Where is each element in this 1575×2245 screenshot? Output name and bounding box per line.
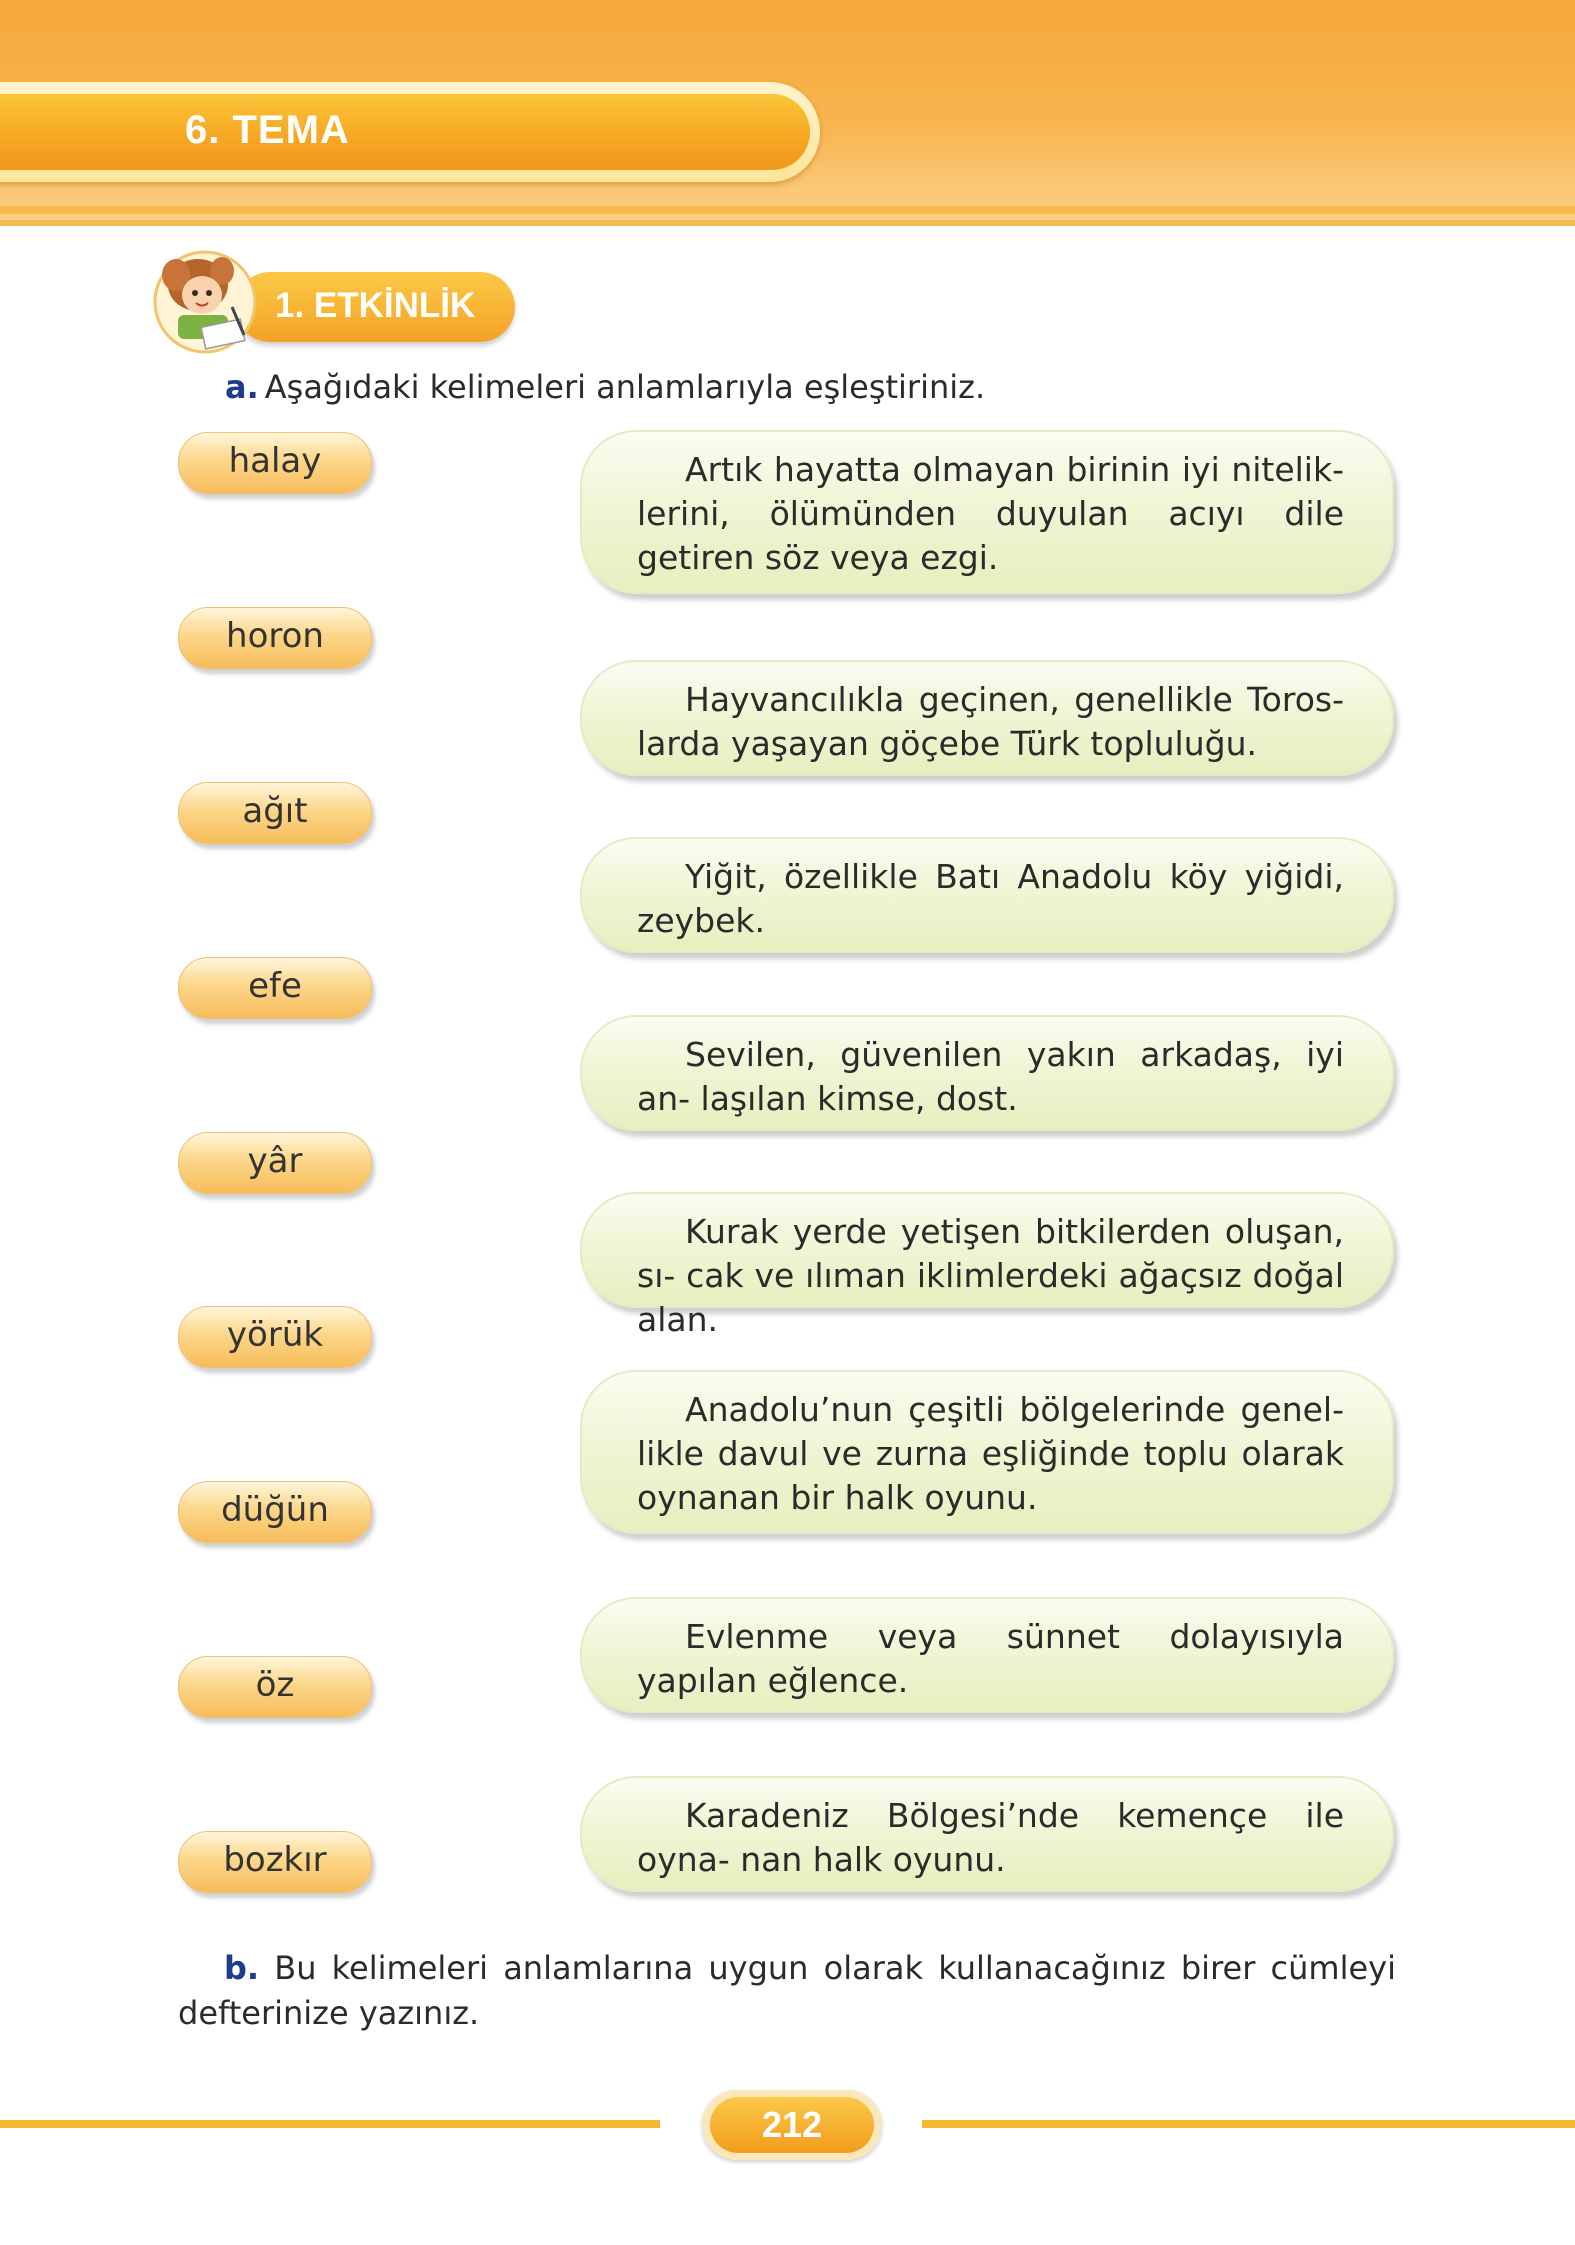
definition-card[interactable] — [580, 430, 1394, 594]
header-divider — [0, 206, 1575, 214]
word-label: halay — [228, 441, 322, 481]
definition-text: Anadolu’nun çeşitli bölgelerinde genel- likle davul ve zurna eşliğinde toplu olarak oynanan bir halk oyunu. — [637, 1390, 1344, 1517]
definition-card[interactable] — [580, 1597, 1394, 1713]
word-pill[interactable] — [178, 1481, 372, 1543]
word-pill[interactable] — [178, 957, 372, 1019]
word-pill[interactable] — [178, 607, 372, 669]
word-label: ağıt — [242, 791, 308, 831]
definition-card[interactable] — [580, 1192, 1394, 1339]
instruction-b — [178, 1946, 1396, 2036]
footer-line-left — [0, 2120, 660, 2128]
definition-text: Hayvancılıkla geçinen, genellikle Toros- larda yaşayan göçebe Türk topluluğu. — [637, 680, 1344, 763]
definition-text: Sevilen, güvenilen yakın arkadaş, iyi an- laşılan kimse, dost. — [637, 1035, 1344, 1118]
definition-text: Kurak yerde yetişen bitkilerden oluşan, sı- cak ve ılıman iklimlerdeki ağaçsız doğal alan. — [637, 1212, 1344, 1339]
instruction-a-label: a. — [225, 368, 259, 406]
theme-title: 6. TEMA — [185, 108, 350, 152]
word-pill[interactable] — [178, 1306, 372, 1368]
definition-text: Yiğit, özellikle Batı Anadolu köy yiğidi, zeybek. — [637, 857, 1344, 940]
word-label: düğün — [221, 1490, 329, 1530]
instruction-a — [225, 368, 985, 406]
activity-title: 1. ETKİNLİK — [275, 286, 476, 325]
word-pill[interactable] — [178, 432, 372, 494]
definition-text: Karadeniz Bölgesi’nde kemençe ile oyna- nan halk oyunu. — [637, 1796, 1344, 1879]
word-pill[interactable] — [178, 1132, 372, 1194]
definition-card[interactable] — [580, 837, 1394, 953]
page-number: 212 — [761, 2104, 823, 2145]
word-label: horon — [226, 616, 324, 656]
word-pill[interactable] — [178, 782, 372, 844]
word-label: öz — [255, 1665, 295, 1705]
definition-text: Evlenme veya sünnet dolayısıyla yapılan eğlence. — [637, 1617, 1344, 1700]
definition-text: Artık hayatta olmayan birinin iyi nitelik- lerini, ölümünden duyulan acıyı dile getiren söz veya ezgi. — [637, 450, 1344, 577]
definition-card[interactable] — [580, 1776, 1394, 1892]
definition-card[interactable] — [580, 660, 1394, 776]
word-pill[interactable] — [178, 1656, 372, 1718]
word-pill[interactable] — [178, 1831, 372, 1893]
footer-line-right — [922, 2120, 1575, 2128]
word-label: yâr — [247, 1141, 303, 1181]
definition-card[interactable] — [580, 1370, 1394, 1534]
theme-banner — [0, 94, 810, 170]
word-label: efe — [248, 966, 302, 1006]
mascot-girl-icon — [148, 245, 263, 355]
definition-card[interactable] — [580, 1015, 1394, 1131]
word-label: bozkır — [223, 1840, 327, 1880]
instruction-b-text: Bu kelimeleri anlamlarına uygun olarak kullanacağınız birer cümleyi defterinize yazınız. — [178, 1949, 1397, 2032]
instruction-b-label: b. — [224, 1949, 260, 1987]
instruction-a-text: Aşağıdaki kelimeleri anlamlarıyla eşleştiriniz. — [264, 368, 986, 406]
word-label: yörük — [226, 1315, 324, 1355]
header-divider-thin — [0, 220, 1575, 226]
